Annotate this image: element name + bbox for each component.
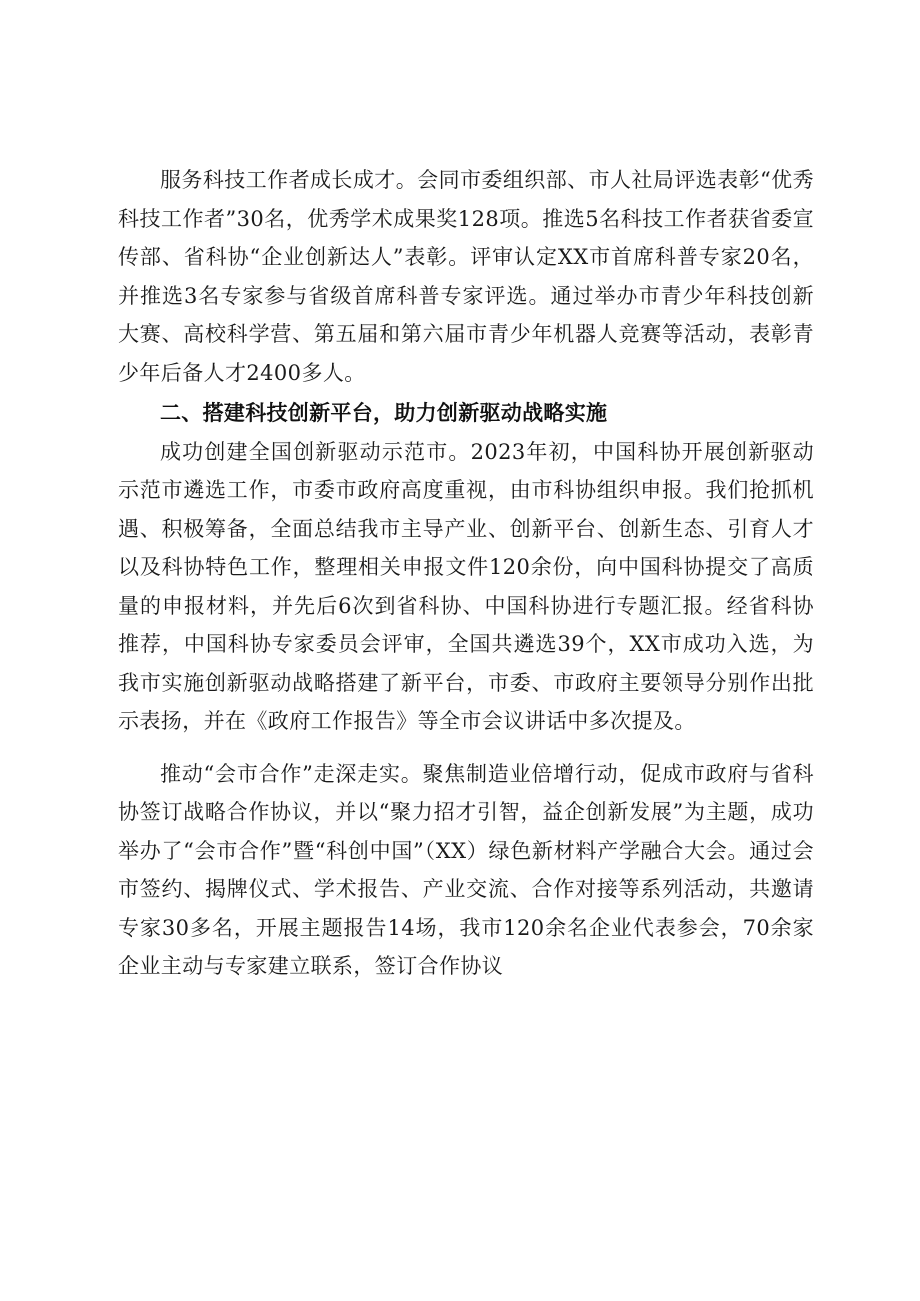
paragraph-cooperation: 推动“会市合作”走深走实。聚焦制造业倍增行动，促成市政府与省科协签订战略合作协议，并以“聚力招才引智，益企创新发展”为主题，成功举办了“会市合作”暨“科创中国”（XX）绿色新材料产学融合大会。通过会市签约、揭牌仪式、学术报告、产业交流、合作对接等系列活动，共邀请专家30多名，开展主题报告14场，我市120余名企业代表参会，70余家企业主动与专家建立联系，签订合作协议 bbox=[118, 761, 814, 978]
paragraph-talent-service: 服务科技工作者成长成才。会同市委组织部、市人社局评选表彰“优秀科技工作者”30名，优秀学术成果奖128项。推选5名科技工作者获省委宣传部、省科协“企业创新达人”表彰。评审认定XX市首席科普专家20名，并推选3名专家参与省级首席科普专家评选。通过举办市青少年科技创新大赛、高校科学营、第五届和第六届市青少年机器人竞赛等活动，表彰青少年后备人才2400多人。 bbox=[118, 168, 814, 385]
section-heading-2: 二、搭建科技创新平台，助力创新驱动战略实施 bbox=[160, 401, 608, 425]
paragraph-gap bbox=[118, 741, 814, 755]
paragraph-innovation-city: 成功创建全国创新驱动示范市。2023年初，中国科协开展创新驱动示范市遴选工作，市委市政府高度重视，由市科协组织申报。我们抢抓机遇、积极筹备，全面总结我市主导产业、创新平台、创新生态、引育人才以及科协特色工作，整理相关申报文件120余份，向中国科协提交了高质量的申报材料，并先后6次到省科协、中国科协进行专题汇报。经省科协推荐，中国科协专家委员会评审，全国共遴选39个，XX市成功入选，为我市实施创新驱动战略搭建了新平台，市委、市政府主要领导分别作出批示表扬，并在《政府工作报告》等全市会议讲话中多次提及。 bbox=[118, 439, 814, 733]
